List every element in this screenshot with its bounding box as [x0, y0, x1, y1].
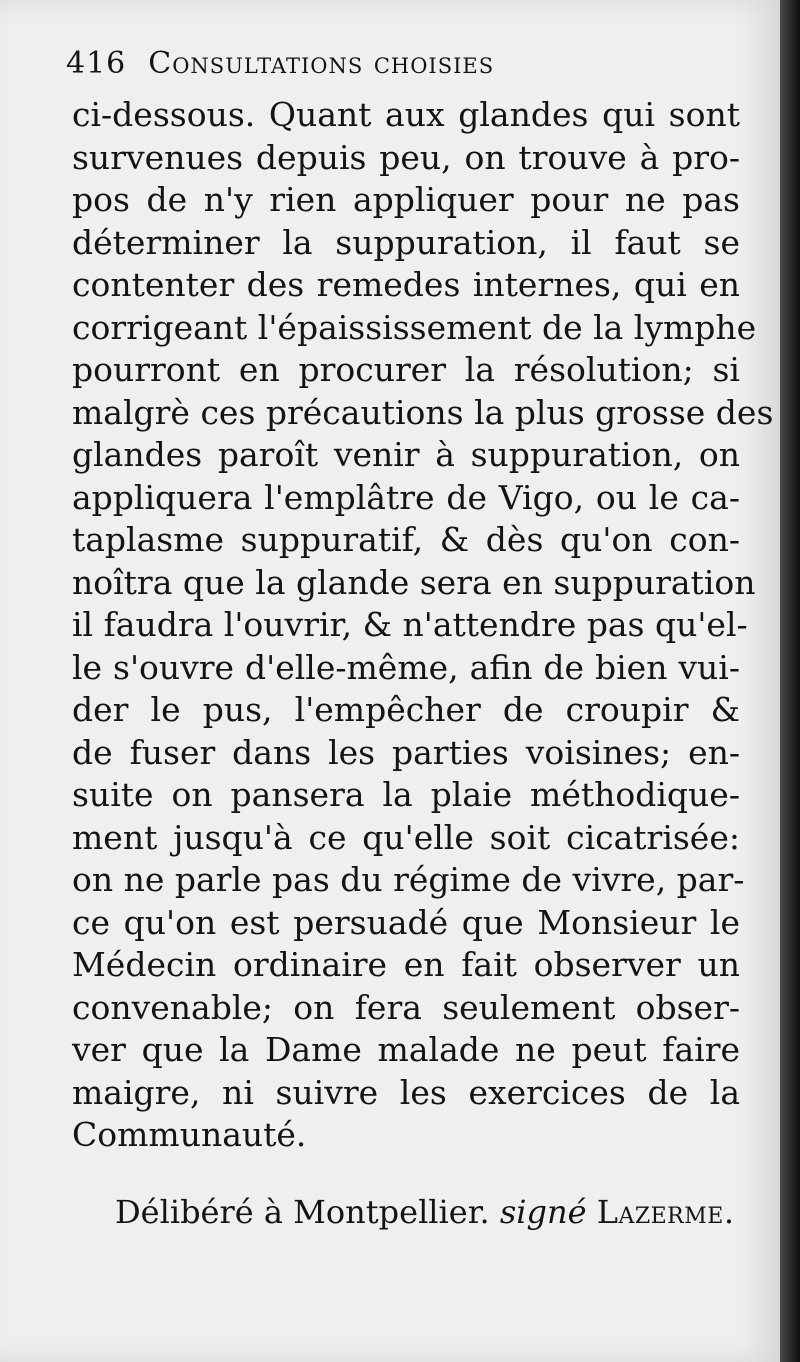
text-line: survenues depuis peu, on trouve à pro- [72, 137, 740, 177]
text-line: malgrè ces précautions la plus grosse des [72, 392, 774, 432]
text-line: ment jusqu'à ce qu'elle soit cicatrisée: [72, 817, 740, 857]
page-header [66, 46, 626, 90]
text-line: suite on pansera la plaie méthodique- [72, 775, 740, 814]
show-through-decoration [110, 1255, 750, 1293]
text-line: maigre, ni suivre les exercices de la [72, 1072, 740, 1112]
signature-signed: signé [499, 1193, 587, 1231]
text-line: Médecin ordinaire en fait observer un [72, 945, 740, 984]
text-line: taplasme suppuratif, & dès qu'on con- [72, 520, 740, 559]
text-line: noîtra que la glande sera en suppuration [72, 562, 756, 602]
body-text [72, 94, 774, 1157]
page-number: 416 [66, 46, 127, 81]
text-line: corrigeant l'épaississement de la lymphe [72, 307, 757, 347]
page-edge [780, 0, 800, 1362]
text-line: Communauté. [72, 1115, 307, 1154]
signature-name: Lazerme. [596, 1193, 735, 1231]
text-line: glandes paroît venir à suppuration, on [72, 435, 740, 474]
running-title: Consultations choisies [148, 46, 495, 81]
text-line: le s'ouvre d'elle-même, afin de bien vui- [72, 647, 740, 687]
text-line: pos de n'y rien appliquer pour ne pas [72, 180, 740, 219]
text-line: convenable; on fera seulement obser- [72, 987, 740, 1027]
text-line: déterminer la suppuration, il faut se [72, 222, 740, 262]
text-line: ce qu'on est persuadé que Monsieur le [72, 902, 740, 942]
text-line: pourront en procurer la résolution; si [72, 350, 740, 389]
signature-line [115, 1193, 745, 1231]
text-line: on ne parle pas du régime de vivre, par- [72, 860, 745, 899]
signature-place: Délibéré à Montpellier. [115, 1193, 490, 1231]
text-line: appliquera l'emplâtre de Vigo, ou le ca- [72, 477, 740, 517]
text-line: der le pus, l'empêcher de croupir & [72, 690, 740, 729]
text-line: ver que la Dame malade ne peut faire [72, 1030, 740, 1069]
text-line: il faudra l'ouvrir, & n'attendre pas qu'el- [72, 605, 748, 644]
text-line: contenter des remedes internes, qui en [72, 265, 740, 304]
text-line: ci-dessous. Quant aux glandes qui sont [72, 95, 740, 134]
text-line: de fuser dans les parties voisines; en- [72, 732, 740, 772]
